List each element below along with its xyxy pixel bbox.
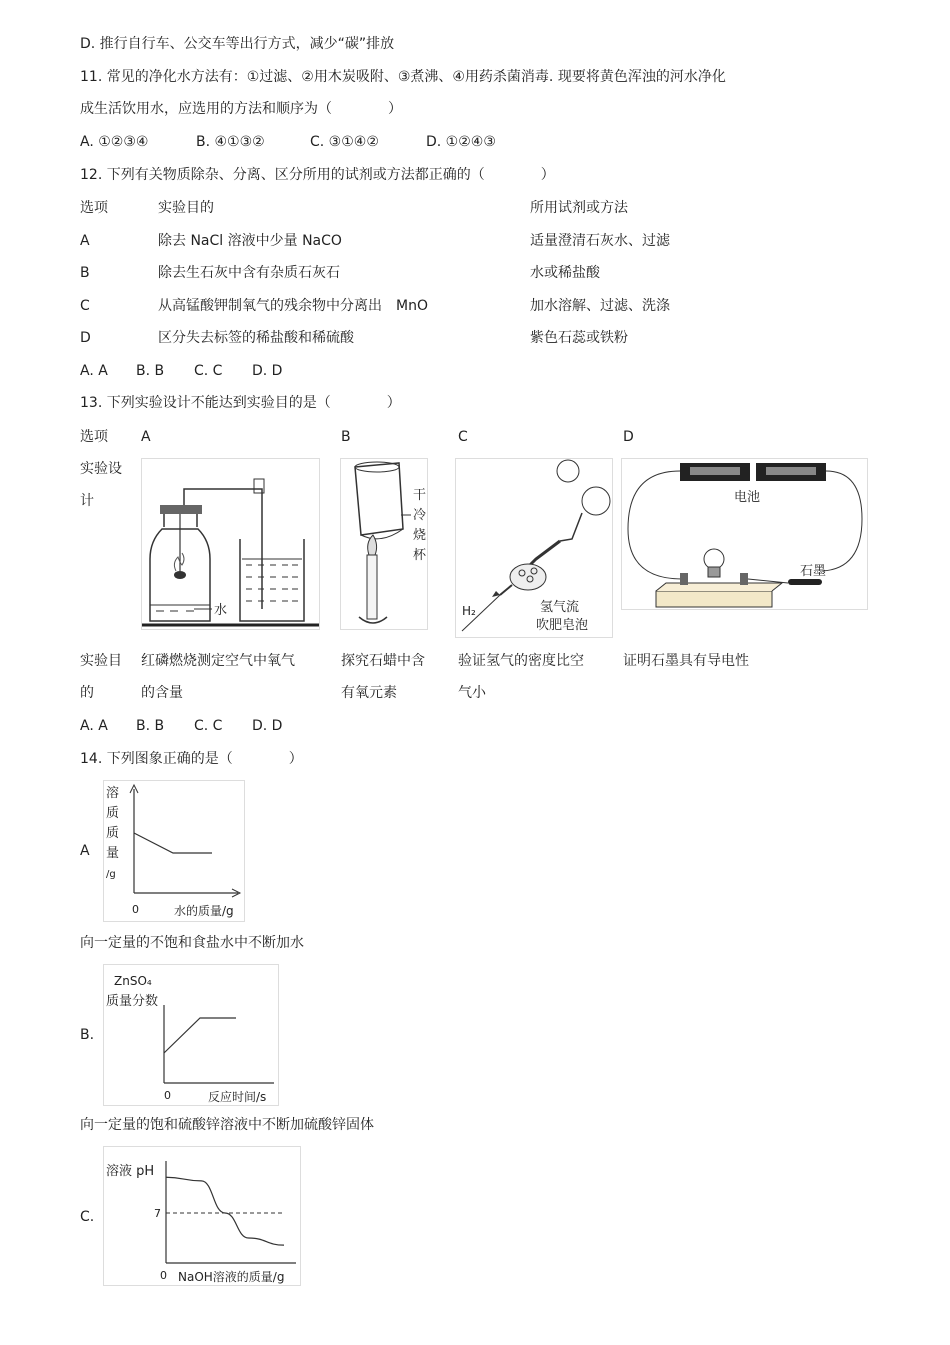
q13-answer-a: A. A xyxy=(80,718,108,734)
q13-figure-d xyxy=(621,458,868,610)
q13-design-label-1: 实验设 xyxy=(80,461,122,477)
q12-row-d-method: 紫色石蕊或铁粉 xyxy=(530,330,628,346)
q12-header-option: 选项 xyxy=(80,200,108,216)
q14-option-c: C. xyxy=(80,1209,95,1225)
q13-figure-d-graphite-label: 石墨 xyxy=(800,564,827,579)
q12-answer-c: C. C xyxy=(194,363,223,379)
q13-figure-c-gas-label: H₂ xyxy=(462,604,476,618)
q12-answer-d: D. D xyxy=(252,363,283,379)
q13-figure-c-label-2: 吹肥皂泡 xyxy=(536,618,589,633)
q13-purpose-d-1: 证明石墨具有导电性 xyxy=(623,653,749,669)
q11-stem-line1: 11. 常见的净化水方法有：①过滤、②用木炭吸附、③煮沸、④用药杀菌消毒. 现要将黄色浑浊的河水净化 xyxy=(80,69,726,85)
q13-purpose-b-1: 探究石蜡中含 xyxy=(341,653,425,669)
q14-option-b: B. xyxy=(80,1027,95,1043)
q13-stem: 13. 下列实验设计不能达到实验目的是（ ） xyxy=(80,395,401,411)
q14-chart-b xyxy=(103,964,279,1106)
q14-chart-c-origin: 0 xyxy=(160,1269,167,1282)
q13-figure-d-battery-label: 电池 xyxy=(734,490,761,505)
q14-chart-a-series-line xyxy=(134,833,212,853)
q14-chart-a xyxy=(103,780,245,922)
q13-purpose-label-1: 实验目 xyxy=(80,653,122,669)
q13-answer-c: C. C xyxy=(194,718,223,734)
q13-col-a: A xyxy=(141,429,151,445)
q12-stem: 12. 下列有关物质除杂、分离、区分所用的试剂或方法都正确的（ ） xyxy=(80,167,555,183)
q13-col-d: D xyxy=(623,429,634,445)
q12-row-b-goal: 除去生石灰中含有杂质石灰石 xyxy=(158,265,340,281)
q14-chart-b-y-label-1: ZnSO₄ xyxy=(114,974,152,988)
q13-purpose-a-1: 红磷燃烧测定空气中氧气 xyxy=(141,653,295,669)
q12-answer-b: B. B xyxy=(136,363,165,379)
q12-row-d-option: D xyxy=(80,330,91,346)
q13-purpose-c-1: 验证氢气的密度比空 xyxy=(458,653,584,669)
q14-chart-c xyxy=(103,1146,301,1286)
q14-chart-a-y-label xyxy=(106,785,119,880)
q13-figure-a-water-label: 水 xyxy=(214,603,228,618)
q12-row-c-goal: 从高锰酸钾制氧气的残余物中分离出 MnO xyxy=(158,298,428,314)
q12-row-a-option: A xyxy=(80,233,90,249)
q13-figure-c-label-1: 氢气流 xyxy=(540,600,580,615)
q11-stem-line2: 成生活饮用水，应选用的方法和顺序为（ ） xyxy=(80,101,402,117)
q13-design-label-2: 计 xyxy=(80,493,94,509)
q13-figure-c xyxy=(455,458,613,638)
q13-purpose-b-2: 有氧元素 xyxy=(341,685,397,701)
q13-purpose-a-2: 的含量 xyxy=(141,685,183,701)
q12-row-b-method: 水或稀盐酸 xyxy=(530,265,600,281)
q13-figure-b-label-2: 冷 xyxy=(413,508,427,523)
q14-chart-a-y-label-char: 质 xyxy=(106,806,120,821)
q13-figure-b xyxy=(340,458,428,630)
q14-chart-b-y-label-2: 质量分数 xyxy=(106,994,159,1009)
q12-row-b-option: B xyxy=(80,265,90,281)
q12-row-a-method: 适量澄清石灰水、过滤 xyxy=(530,233,670,249)
q13-figure-b-label-4: 杯 xyxy=(413,548,427,563)
q12-row-d-goal: 区分失去标签的稀盐酸和稀硫酸 xyxy=(158,330,354,346)
q14-option-a: A xyxy=(80,843,90,859)
q14-stem: 14. 下列图象正确的是（ ） xyxy=(80,751,303,767)
q14-chart-a-y-label-char: 量 xyxy=(106,846,120,861)
q14-chart-b-origin: 0 xyxy=(164,1089,171,1102)
q11-option-b: B. ④①③② xyxy=(196,134,265,150)
q14-chart-a-y-label-char: 溶 xyxy=(106,786,120,801)
q13-figure-a xyxy=(141,458,320,630)
q14-chart-a-y-label-char: /g xyxy=(106,869,116,880)
q11-option-c: C. ③①④② xyxy=(310,134,379,150)
q13-col-b: B xyxy=(341,429,351,445)
q12-header-goal: 实验目的 xyxy=(158,200,214,216)
q12-row-c-method: 加水溶解、过滤、洗涤 xyxy=(530,298,670,314)
q14-chart-c-series-line xyxy=(166,1177,284,1245)
q13-answer-d: D. D xyxy=(252,718,283,734)
q14-chart-c-y-label: 溶液 pH xyxy=(106,1164,155,1179)
q14-chart-b-x-label: 反应时间/s xyxy=(208,1090,267,1104)
q10-option-d: D. 推行自行车、公交车等出行方式，减少“碳”排放 xyxy=(80,36,395,52)
q13-col-label: 选项 xyxy=(80,429,108,445)
q13-col-c: C xyxy=(458,429,468,445)
q13-answer-b: B. B xyxy=(136,718,165,734)
q11-option-d: D. ①②④③ xyxy=(426,134,496,150)
q12-header-method: 所用试剂或方法 xyxy=(530,200,628,216)
q13-figure-b-label-1: 干 xyxy=(413,488,427,503)
q12-row-a-goal: 除去 NaCl 溶液中少量 NaCO xyxy=(158,233,342,249)
q12-row-c-option: C xyxy=(80,298,90,314)
q13-figure-b-label-3: 烧 xyxy=(413,528,427,543)
q14-caption-a: 向一定量的不饱和食盐水中不断加水 xyxy=(80,935,304,951)
q14-chart-a-y-label-char: 质 xyxy=(106,826,120,841)
q14-chart-b-series-line xyxy=(164,1018,236,1053)
q12-answer-a: A. A xyxy=(80,363,108,379)
q11-option-a: A. ①②③④ xyxy=(80,134,149,150)
q13-purpose-label-2: 的 xyxy=(80,685,94,701)
q14-chart-a-origin: 0 xyxy=(132,903,139,916)
q14-caption-b: 向一定量的饱和硫酸锌溶液中不断加硫酸锌固体 xyxy=(80,1117,374,1133)
q14-chart-c-reference-label: 7 xyxy=(154,1207,161,1220)
q13-purpose-c-2: 气小 xyxy=(458,685,486,701)
q14-chart-a-x-label: 水的质量/g xyxy=(174,904,234,918)
q14-chart-c-x-label: NaOH溶液的质量/g xyxy=(178,1270,285,1284)
